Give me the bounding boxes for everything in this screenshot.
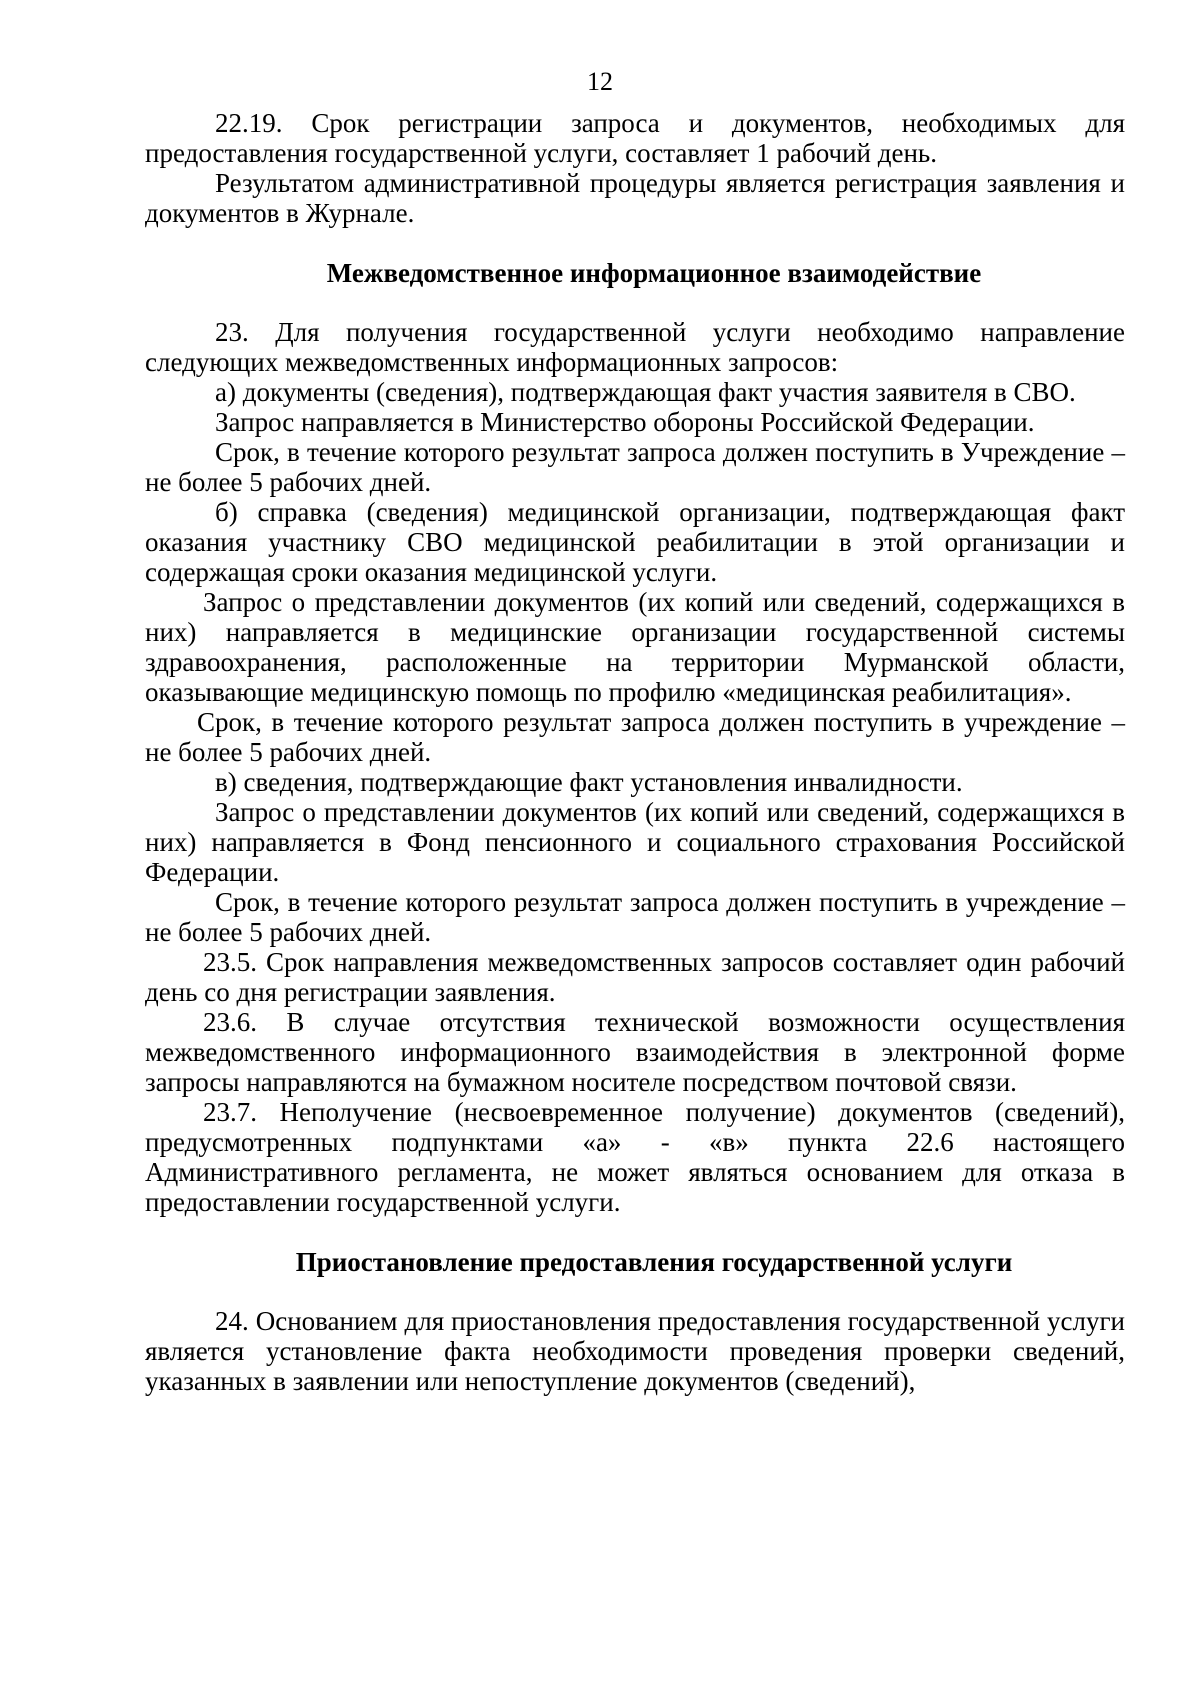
section-heading-suspension: Приостановление предоставления государственной услуги — [295, 1247, 1013, 1277]
document-body — [145, 108, 1125, 1396]
paragraph-22-19: 22.19. Срок регистрации запроса и документов, необходимых для предоставления государственной услуги, составляет 1 рабочий день. — [145, 108, 1125, 168]
paragraph-deadline-3: Срок, в течение которого результат запроса должен поступить в учреждение – не более 5 рабочих дней. — [145, 887, 1125, 947]
paragraph-deadline-1: Срок, в течение которого результат запроса должен поступить в Учреждение – не более 5 рабочих дней. — [145, 437, 1125, 497]
paragraph-24: 24. Основанием для приостановления предоставления государственной услуги является установление факта необходимости проведения проверки сведений, указанных в заявлении или непоступление документов (сведений), — [145, 1306, 1125, 1396]
paragraph-23-6: 23.6. В случае отсутствия технической возможности осуществления межведомственного информационного взаимодействия в электронной форме запросы направляются на бумажном носителе посредством почтовой связи. — [145, 1007, 1125, 1097]
section-heading-interagency: Межведомственное информационное взаимодействие — [326, 258, 982, 288]
page-number: 12 — [587, 67, 613, 96]
spacer — [145, 1277, 1125, 1306]
spacer — [145, 288, 1125, 317]
paragraph-request-medical: Запрос о представлении документов (их копий или сведений, содержащихся в них) направляется в медицинские организации государственной системы здравоохранения, расположенные на территории Мурманской области, оказывающие медицинскую помощь по профилю «медицинская реабилитация». — [145, 587, 1125, 707]
paragraph-23-b: б) справка (сведения) медицинской организации, подтверждающая факт оказания участнику СВО медицинской реабилитации в этой организации и содержащая сроки оказания медицинской услуги. — [145, 497, 1125, 587]
paragraph-deadline-2: Срок, в течение которого результат запроса должен поступить в учреждение – не более 5 рабочих дней. — [145, 707, 1125, 767]
paragraph-23-7: 23.7. Неполучение (несвоевременное получение) документов (сведений), предусмотренных подпунктами «а» - «в» пункта 22.6 настоящего Административного регламента, не может являться основанием для отказа в предоставлении государственной услуги. — [145, 1097, 1125, 1217]
paragraph-request-fund: Запрос о представлении документов (их копий или сведений, содержащихся в них) направляется в Фонд пенсионного и социального страхования Российской Федерации. — [145, 797, 1125, 887]
paragraph-request-ministry: Запрос направляется в Министерство обороны Российской Федерации. — [215, 407, 1035, 437]
spacer — [145, 1217, 1125, 1247]
paragraph-23-5: 23.5. Срок направления межведомственных запросов составляет один рабочий день со дня регистрации заявления. — [145, 947, 1125, 1007]
paragraph-23-v: в) сведения, подтверждающие факт установления инвалидности. — [215, 767, 963, 797]
spacer — [145, 228, 1125, 258]
paragraph-result: Результатом административной процедуры является регистрация заявления и документов в Журнале. — [145, 168, 1125, 228]
paragraph-23: 23. Для получения государственной услуги необходимо направление следующих межведомственных информационных запросов: — [145, 317, 1125, 377]
paragraph-23-a: а) документы (сведения), подтверждающая факт участия заявителя в СВО. — [215, 377, 1076, 407]
